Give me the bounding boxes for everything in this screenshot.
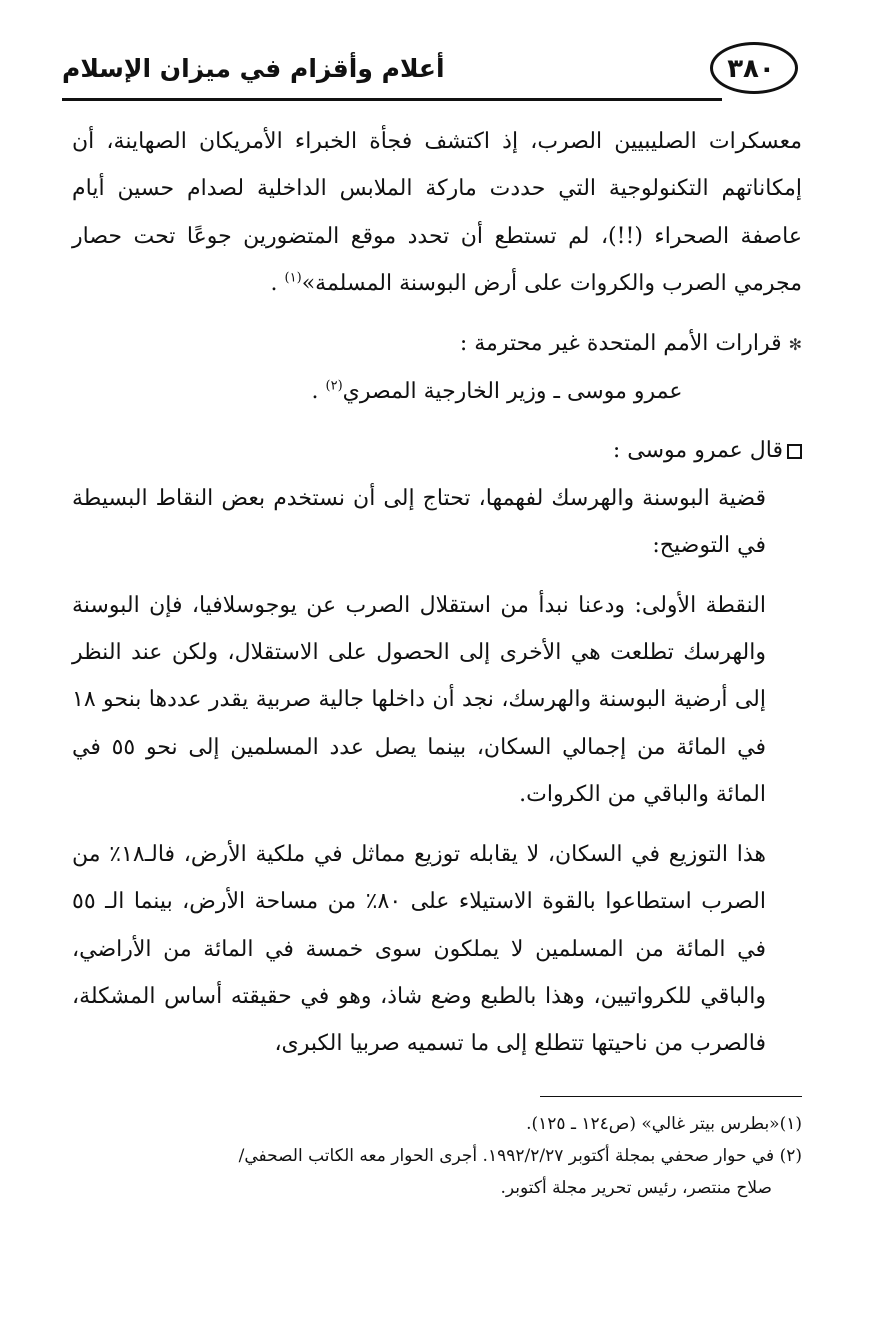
footnote-2-continuation: صلاح منتصر، رئيس تحرير مجلة أكتوبر. <box>500 1178 772 1198</box>
asterism-icon: ✻ <box>788 334 802 354</box>
footnote-ref-2: (٢) <box>325 378 343 394</box>
running-header <box>62 42 798 102</box>
quote-intro <box>72 427 802 474</box>
paragraph-4: هذا التوزيع في السكان، لا يقابله توزيع مماثل في ملكية الأرض، فالـ١٨٪ من الصرب استطاعوا بالقوة الاستيلاء على ٨٠٪ من مساحة الأرض، بينما الـ ٥٥ في المائة من المسلمين لا يملكون سوى خمسة في المائة من الأراضي، والباقي للكرواتيين، وهذا بالطبع وضع شاذ، وهو في حقيقته أساس المشكلة، فالصرب من ناحيتها تتطلع إلى ما تسميه صربيا الكبرى، <box>72 841 766 1057</box>
speaker-line <box>72 368 802 415</box>
footnote-1: (١)«بطرس بيتر غالي» (ص١٢٤ ـ ١٢٥). <box>526 1114 802 1134</box>
speaker-end: . <box>311 379 326 405</box>
paragraph-2: قضية البوسنة والهرسك لفهمها، تحتاج إلى أن نستخدم بعض النقاط البسيطة في التوضيح: <box>72 485 766 559</box>
section-heading <box>72 320 802 368</box>
paragraph-1-end: . <box>270 271 285 297</box>
header-rule <box>62 98 722 101</box>
paragraph-continuation <box>72 118 802 308</box>
book-title: أعلام وأقزام في ميزان الإسلام <box>62 54 445 83</box>
spacer <box>72 415 802 427</box>
quote-intro-text: قال عمرو موسى : <box>612 438 783 464</box>
footnote-ref-1: (١) <box>284 270 302 286</box>
speaker-text: عمرو موسى ـ وزير الخارجية المصري <box>342 379 683 405</box>
paragraph-3: النقطة الأولى: ودعنا نبدأ من استقلال الصرب عن يوجوسلافيا، فإن البوسنة والهرسك تطلعت هي الأخرى إلى الحصول على الاستقلال، ولكن عند النظر إلى أرضية البوسنة والهرسك، نجد أن داخلها جالية صربية يقدر عددها بنحو ١٨ في المائة من إجمالي السكان، بينما يصل عدد المسلمين إلى نحو ٥٥ في المائة والباقي من الكروات. <box>72 592 766 808</box>
footnotes <box>72 1108 802 1204</box>
page-number: ٣٨٠ <box>727 54 775 84</box>
spacer <box>72 570 802 582</box>
paragraph-1-text: معسكرات الصليبيين الصرب، إذ اكتشف فجأة الخبراء الأمريكان الصهاينة، أن إمكاناتهم التكنولوجية التي حددت ماركة الملابس الداخلية لصدام حسين أيام عاصفة الصحراء (!!)، لم تستطع أن تحدد موقع المتضورين جوعًا تحت حصار مجرمي الصرب والكروات على أرض البوسنة المسلمة» <box>72 129 802 297</box>
spacer <box>72 819 802 831</box>
section-heading-text: قرارات الأمم المتحدة غير محترمة : <box>459 330 782 356</box>
spacer <box>72 308 802 320</box>
footnote-separator <box>540 1096 802 1097</box>
footnote-2: (٢) في حوار صحفي بمجلة أكتوبر ١٩٩٢/٢/٢٧. أجرى الحوار معه الكاتب الصحفي/ <box>238 1146 802 1166</box>
checkbox-bullet-icon <box>787 444 802 459</box>
main-text <box>72 118 802 1068</box>
